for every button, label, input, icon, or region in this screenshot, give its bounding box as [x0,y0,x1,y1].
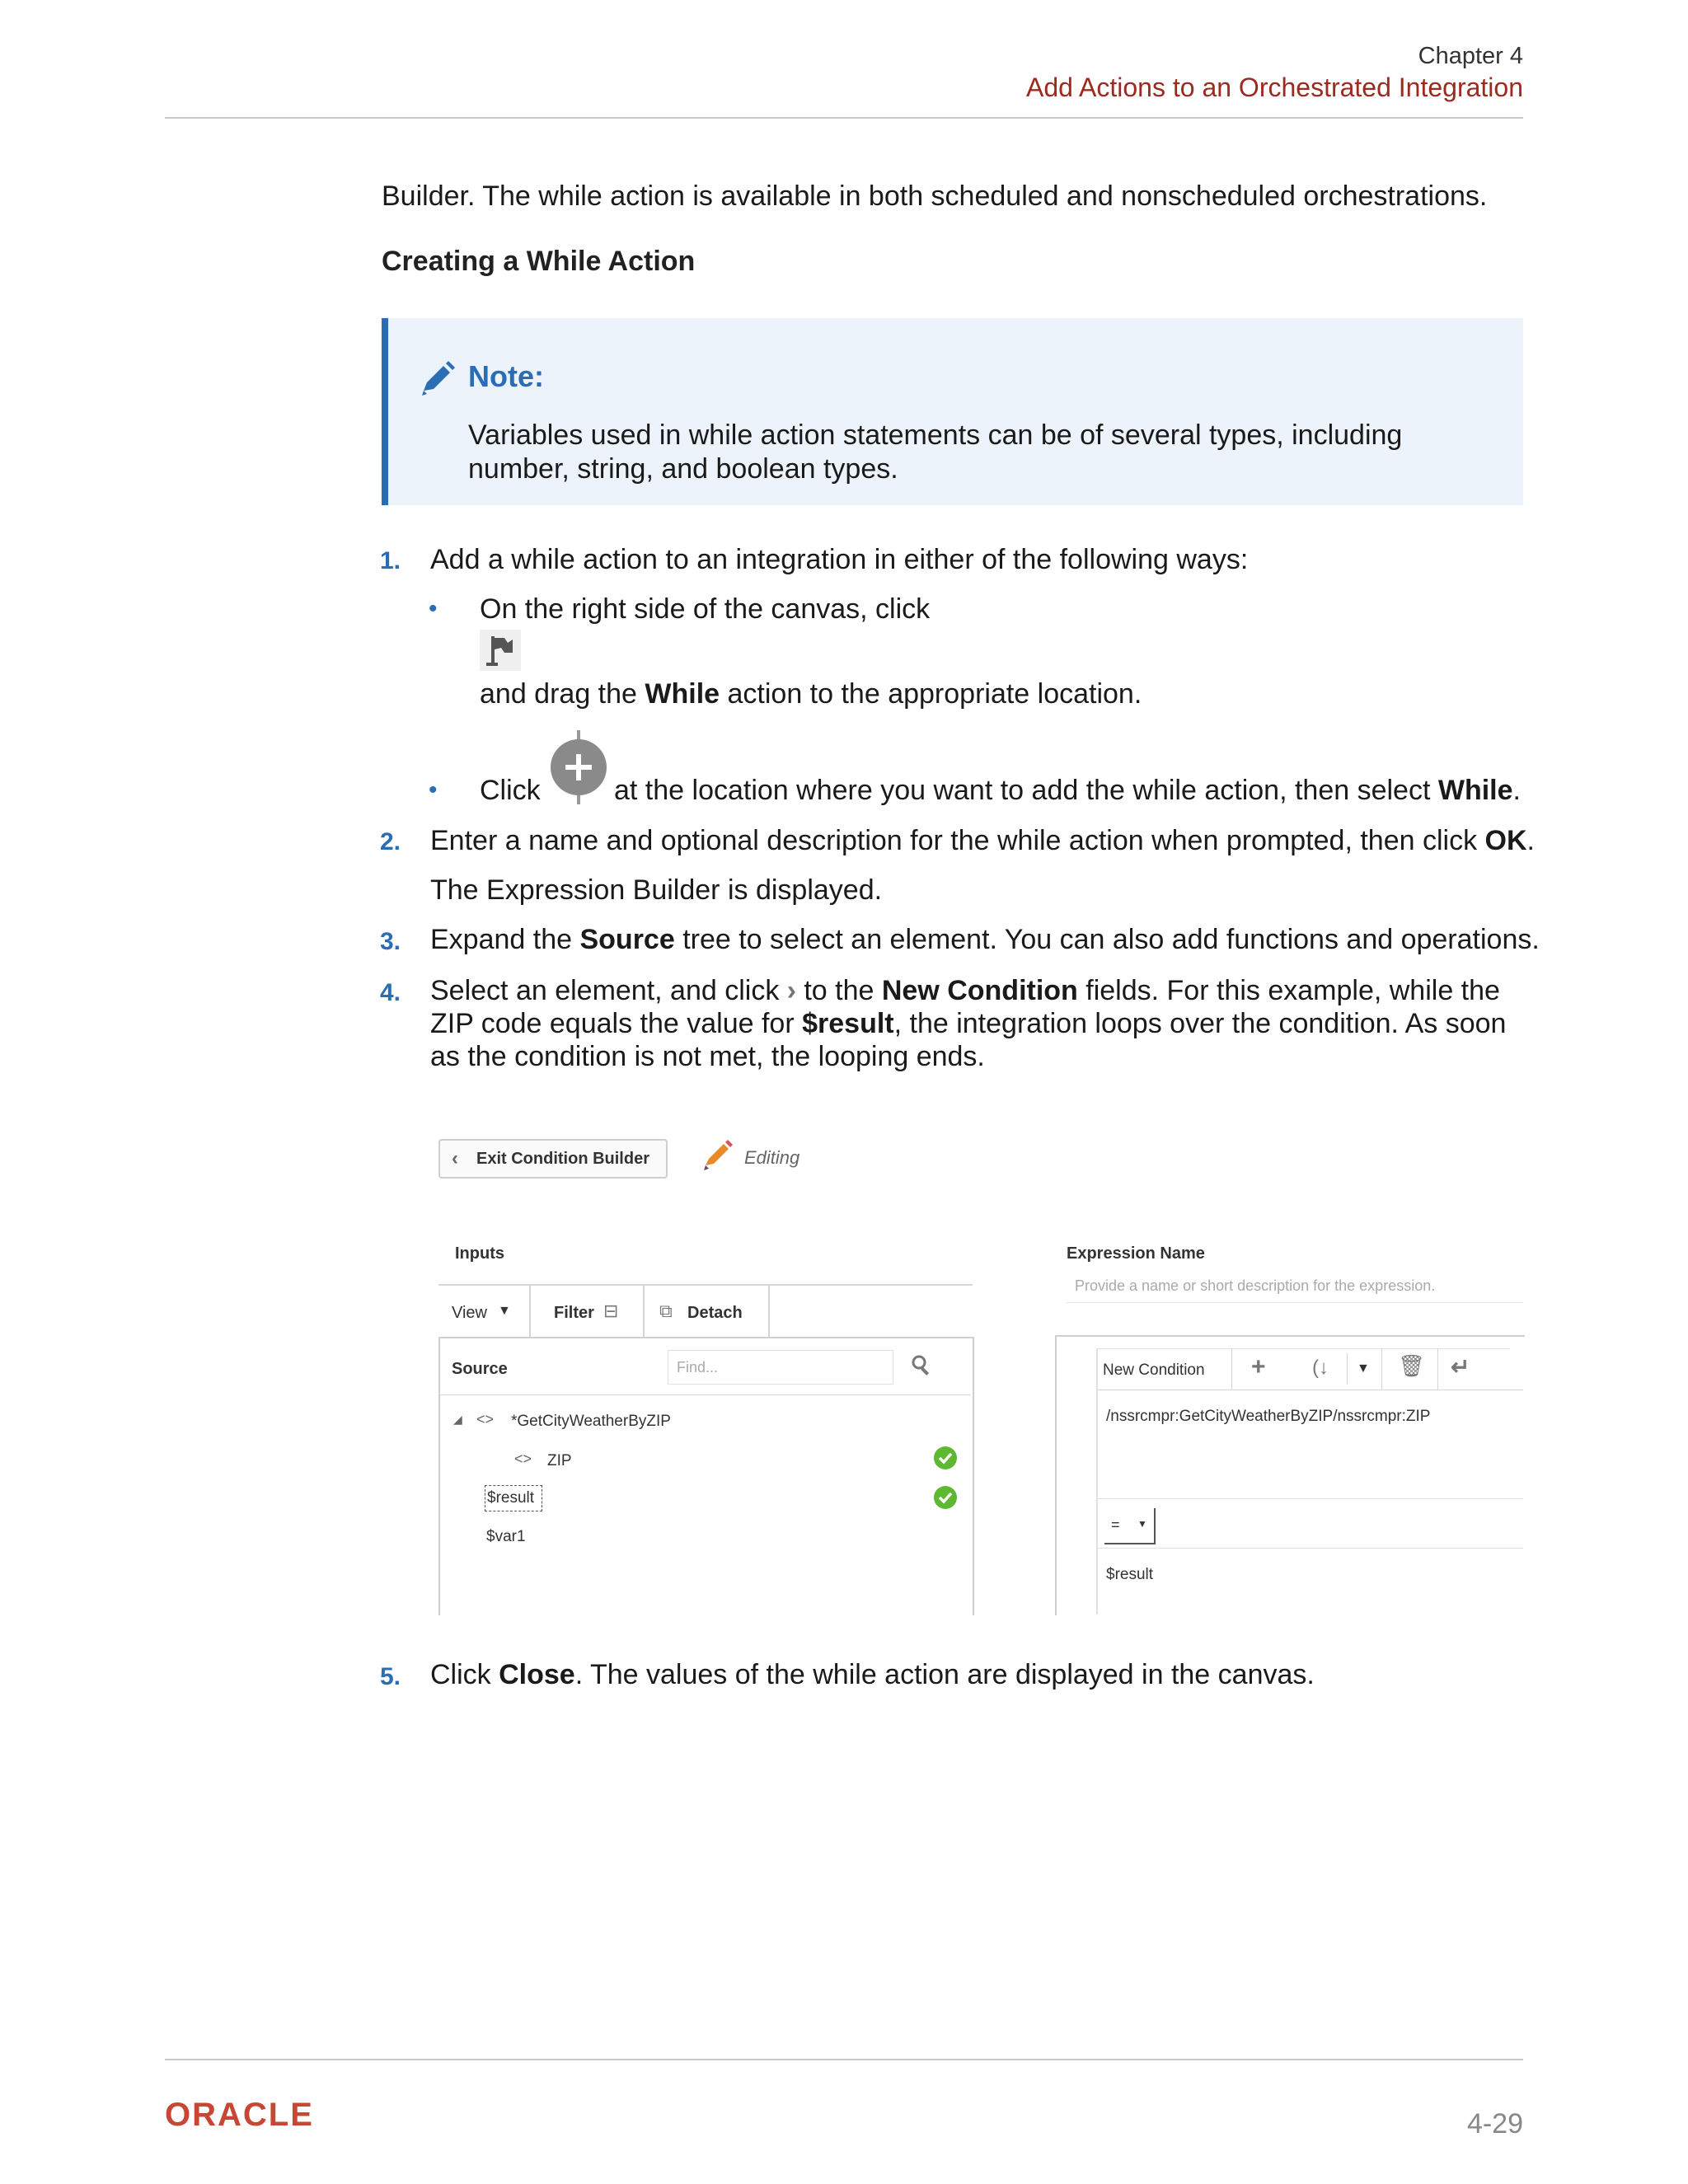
source-bold: Source [579,924,675,955]
condition-right-operand[interactable] [1098,1554,1523,1604]
text-fragment: Select an element, and click [430,975,780,1006]
divider [1437,1348,1438,1390]
filter-icon: ⊟ [603,1301,619,1321]
tree-root-label: *GetCityWeatherByZIP [511,1413,671,1430]
pencil-icon [419,359,457,401]
step-number: 5. [380,1663,401,1690]
bullet-1-continuation [480,677,1142,711]
flag-icon [480,630,521,671]
chevron-left-icon: ‹ [452,1147,458,1169]
step-4-line-2 [430,1007,1506,1041]
new-condition-bold: New Condition [881,975,1078,1006]
text-fragment: fields. For this example, while the [1077,975,1500,1006]
step-4-line-3: as the condition is not met, the looping ends. [430,1041,985,1072]
insert-return-icon[interactable]: ↵ [1451,1354,1470,1380]
collapse-triangle-icon: ◢ [453,1413,462,1426]
step-5-text [430,1658,1315,1692]
check-circle-icon [933,1485,958,1515]
intro-paragraph: Builder. The while action is available in both scheduled and nonscheduled orchestrations. [382,180,1488,212]
step-number: 4. [380,979,401,1006]
group-icon[interactable]: (↓ [1312,1357,1329,1379]
note-text [468,419,1457,486]
step-number: 3. [380,928,401,955]
chapter-label: Chapter 4 [1418,43,1523,69]
text-fragment: tree to select an element. You can also add functions and operations. [674,924,1540,955]
edit-pencil-icon [701,1137,735,1177]
text-fragment: , the integration loops over the condition. As soon [893,1008,1507,1039]
divider [440,1394,971,1395]
ok-bold: OK [1484,825,1527,856]
editing-status: Editing [744,1147,800,1168]
bullet-marker: • [429,595,438,622]
text-fragment: Click [430,1659,499,1690]
close-bold: Close [499,1659,575,1690]
step-2-result: The Expression Builder is displayed. [430,874,883,906]
step-number: 1. [380,547,401,574]
divider [1347,1353,1348,1385]
tree-var1-label: $var1 [486,1528,526,1545]
divider [1231,1348,1232,1390]
exit-condition-builder-button[interactable] [438,1139,668,1179]
source-label: Source [452,1360,508,1378]
chevron-right-icon: › [786,975,796,1006]
caret-down-icon: ▼ [1137,1518,1147,1530]
tree-result-label: $result [487,1489,535,1507]
step-4-line-1 [430,974,1500,1008]
step-1-text: Add a while action to an integration in either of the following ways: [430,544,1249,575]
element-icon: <> [476,1411,495,1427]
page-number: 4-29 [1466,2108,1523,2139]
divider [1098,1498,1523,1499]
condition-path: /nssrcmpr:GetCityWeatherByZIP/nssrcmpr:ZIP [1106,1408,1431,1425]
svg-text:ORACLE: ORACLE [165,2097,314,2130]
check-circle-icon [933,1446,958,1475]
operator-value: = [1111,1516,1120,1533]
expression-builder-screenshot [429,1096,1523,1614]
while-bold: While [645,678,720,710]
trash-icon[interactable]: 🗑 [1398,1353,1426,1378]
divider [1381,1348,1382,1390]
tree-node-result[interactable] [485,1485,542,1511]
view-label: View [452,1304,487,1322]
section-title: Add Actions to an Orchestrated Integration [1025,73,1523,102]
expression-name-input[interactable] [1067,1269,1523,1303]
divider [1098,1548,1523,1549]
tree-node-var1[interactable] [485,1525,649,1553]
header-divider [165,117,1523,119]
step-number: 2. [380,828,401,855]
footer-divider [165,2059,1523,2060]
view-menu[interactable] [438,1286,529,1337]
find-placeholder: Find... [677,1359,719,1376]
text-fragment: to the [804,975,882,1006]
bullet-2-click: Click [480,775,541,806]
detach-button[interactable] [645,1286,768,1337]
divider [768,1286,770,1337]
tree-node-zip[interactable] [514,1447,976,1477]
detach-label: Detach [687,1304,743,1322]
text-fragment: . The values of the while action are displayed in the canvas. [574,1659,1315,1690]
text-fragment: . [1512,775,1521,806]
text-fragment: and drag the [480,678,645,710]
text-fragment: Expand the [430,924,580,955]
filter-button[interactable] [531,1286,643,1337]
operator-select[interactable] [1104,1508,1156,1544]
note-title: Note: [468,359,544,393]
add-icon[interactable]: + [1251,1353,1266,1380]
detach-icon: ⧉ [659,1301,673,1321]
bullet-1-text: On the right side of the canvas, click [480,593,931,625]
condition-left-operand[interactable] [1098,1393,1523,1483]
filter-label: Filter [554,1304,594,1322]
inputs-label: Inputs [455,1244,504,1263]
find-input[interactable] [668,1350,893,1385]
caret-down-icon: ▼ [498,1304,511,1318]
step-3-text [430,923,1540,957]
exit-button-label: Exit Condition Builder [476,1150,649,1168]
section-heading: Creating a While Action [382,246,696,277]
result-bold: $result [802,1008,894,1039]
text-fragment: . [1526,825,1535,856]
expression-placeholder: Provide a name or short description for the expression. [1075,1277,1436,1294]
tree-node-root[interactable] [453,1408,865,1437]
tree-zip-label: ZIP [547,1452,572,1469]
bullet-2-text [614,774,1521,808]
step-2-text [430,824,1535,858]
text-fragment: Enter a name and optional description for the while action when prompted, then click [430,825,1485,856]
text-fragment: at the location where you want to add the while action, then select [614,775,1438,806]
text-fragment: ZIP code equals the value for [430,1008,803,1039]
expression-name-label: Expression Name [1067,1244,1205,1263]
caret-down-icon[interactable]: ▼ [1357,1361,1370,1376]
bullet-marker: • [429,776,438,804]
new-condition-label: New Condition [1103,1361,1205,1379]
note-line-2: number, string, and boolean types. [468,453,898,485]
condition-value: $result [1106,1566,1154,1583]
search-icon[interactable] [910,1353,933,1381]
while-bold: While [1437,775,1513,806]
oracle-logo [165,2097,349,2135]
element-icon: <> [514,1451,532,1467]
text-fragment: action to the appropriate location. [720,678,1142,710]
add-icon [547,730,610,808]
note-line-1: Variables used in while action statements can be of several types, including [468,419,1403,451]
